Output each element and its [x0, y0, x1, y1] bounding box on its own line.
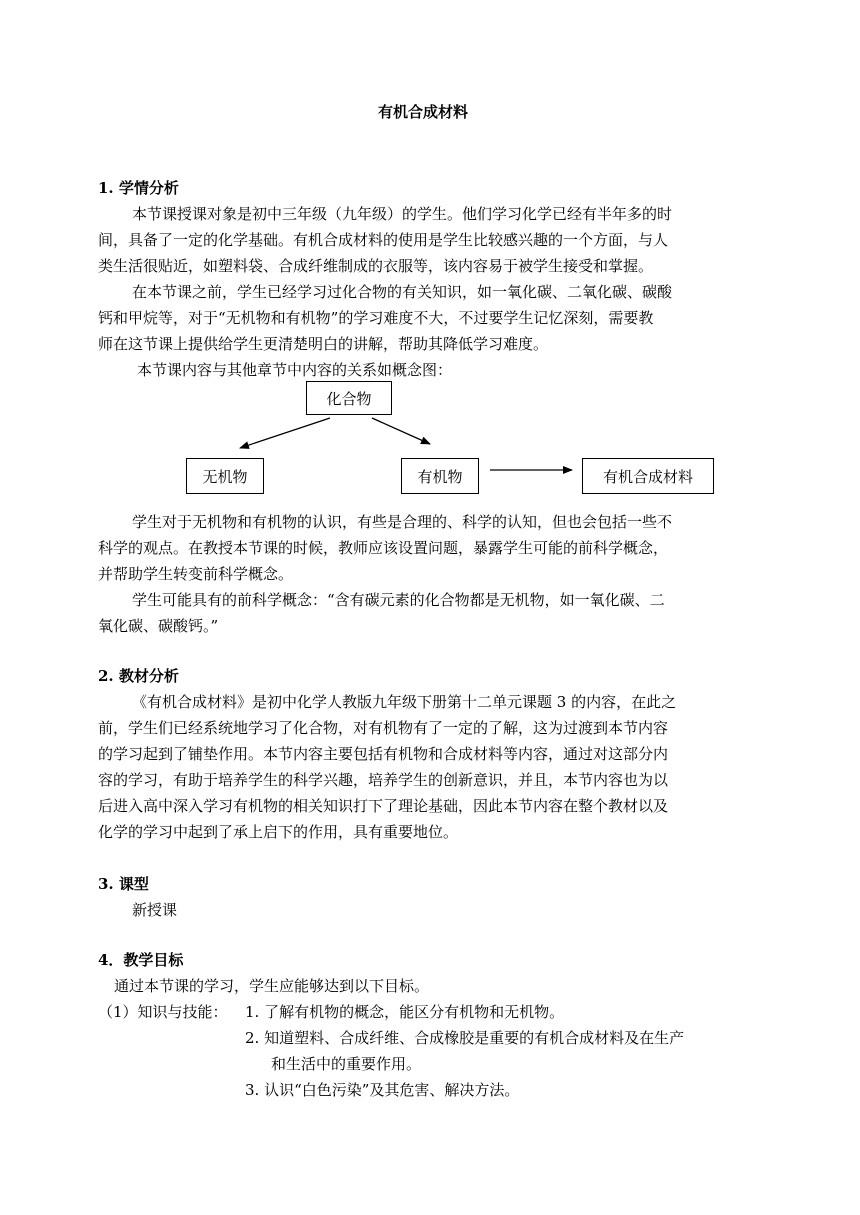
node-inorganic: 无机物 — [186, 458, 264, 494]
paragraph-line: 类生活很贴近，如塑料袋、合成纤维制成的衣服等，该内容易于被学生接受和掌握。 — [98, 257, 654, 275]
paragraph-line: 氧化碳、碳酸钙。” — [98, 617, 219, 635]
arrow-to-inorganic — [240, 418, 330, 448]
section-1-heading: 1. 学情分析 — [98, 179, 179, 197]
paragraph-line: 科学的观点。在教授本节课的时候，教师应该设置问题，暴露学生可能的前科学概念， — [98, 539, 669, 557]
paragraph-line: 容的学习，有助于培养学生的科学兴趣，培养学生的创新意识，并且，本节内容也为以 — [98, 771, 669, 789]
lesson-type: 新授课 — [132, 901, 178, 919]
objective-item: 3. 认识“白色污染”及其危害、解决方法。 — [245, 1081, 520, 1099]
paragraph-line: 钙和甲烷等，对于“无机物和有机物”的学习难度不大，不过要学生记忆深刻，需要教 — [98, 309, 654, 327]
objective-item: 1. 了解有机物的概念，能区分有机物和无机物。 — [245, 1003, 565, 1021]
page-title: 有机合成材料 — [378, 103, 469, 121]
node-compound: 化合物 — [306, 381, 392, 415]
paragraph-line: 学生对于无机物和有机物的认识，有些是合理的、科学的认知，但也会包括一些不 — [132, 513, 673, 531]
paragraph-line: 的学习起到了铺垫作用。本节内容主要包括有机物和合成材料等内容，通过对这部分内 — [98, 745, 669, 763]
arrow-to-organic — [372, 418, 430, 444]
objective-item-continued: 和生活中的重要作用。 — [271, 1055, 422, 1073]
node-synthetic-materials: 有机合成材料 — [582, 458, 714, 494]
paragraph-line: 学生可能具有的前科学概念：“含有碳元素的化合物都是无机物，如一氧化碳、二 — [132, 591, 665, 609]
paragraph-line: 间，具备了一定的化学基础。有机合成材料的使用是学生比较感兴趣的一个方面，与人 — [98, 231, 669, 249]
section-3-heading: 3. 课型 — [98, 875, 149, 893]
section-4-heading: 4．教学目标 — [98, 951, 184, 969]
paragraph-line: 前，学生们已经系统地学习了化合物，对有机物有了一定的了解，这为过渡到本节内容 — [98, 719, 669, 737]
paragraph-line: 本节课内容与其他章节中内容的关系如概念图： — [137, 361, 453, 379]
paragraph-line: 《有机合成材料》是初中化学人教版九年级下册第十二单元课题 3 的内容，在此之 — [132, 693, 677, 711]
paragraph-line: 后进入高中深入学习有机物的相关知识打下了理论基础，因此本节内容在整个教材以及 — [98, 797, 669, 815]
objectives-intro: 通过本节课的学习，学生应能够达到以下目标。 — [114, 977, 430, 995]
objectives-label: （1）知识与技能： — [98, 1003, 228, 1021]
paragraph-line: 师在这节课上提供给学生更清楚明白的讲解，帮助其降低学习难度。 — [98, 335, 549, 353]
paragraph-line: 化学的学习中起到了承上启下的作用，具有重要地位。 — [98, 823, 459, 841]
paragraph-line: 在本节课之前，学生已经学习过化合物的有关知识，如一氧化碳、二氧化碳、碳酸 — [132, 283, 673, 301]
concept-diagram-arrows — [0, 0, 860, 520]
objective-item: 2. 知道塑料、合成纤维、合成橡胶是重要的有机合成材料及在生产 — [245, 1029, 685, 1047]
paragraph-line: 本节课授课对象是初中三年级（九年级）的学生。他们学习化学已经有半年多的时 — [132, 205, 673, 223]
node-organic: 有机物 — [401, 458, 479, 494]
paragraph-line: 并帮助学生转变前科学概念。 — [98, 565, 294, 583]
section-2-heading: 2. 教材分析 — [98, 667, 179, 685]
